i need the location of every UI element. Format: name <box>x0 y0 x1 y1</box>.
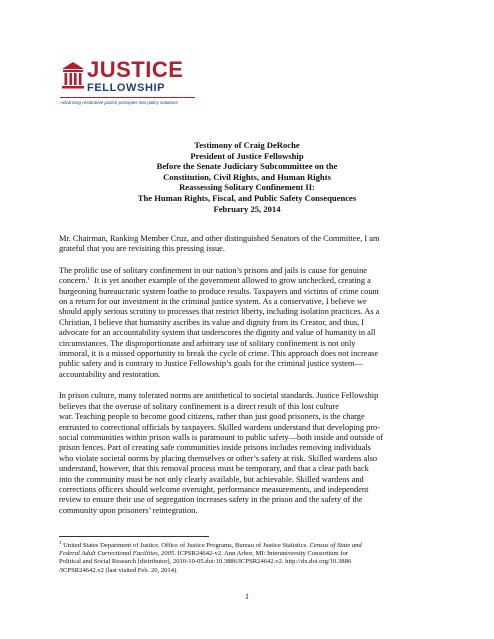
text-fragment: . ICPSR24642-v2. Ann Arbor, MI: Interuniversity Consortium for <box>174 550 348 558</box>
text-line: on a return for our investment in the criminal justice system. As a conservative, I believe we <box>59 297 367 307</box>
text-line: prison fences. Part of creating safe communities inside prisons includes removing individuals <box>59 443 371 453</box>
text-line <box>59 550 444 558</box>
text-line: Mr. Chairman, Ranking Member Cruz, and other distinguished Senators of the Committee, I am <box>59 234 380 243</box>
text-line: community upon prisoners’ reintegration. <box>59 505 198 515</box>
citation-title: Census of State and <box>309 542 362 549</box>
text-fragment: concern. <box>59 276 88 286</box>
heading-line: The Human Rights, Fiscal, and Public Safety Consequences <box>137 192 357 203</box>
heading-line: Testimony of Craig DeRoche <box>194 140 300 150</box>
text-line: war. Teaching people to become good citizens, rather than just good prisoners, is the charge <box>59 412 365 422</box>
heading-line: Reassessing Solitary Confinement II: <box>179 182 315 193</box>
text-line: public safety and is contrary to Justice Fellowship’s goals for the criminal justice system— <box>59 359 363 369</box>
text-line <box>59 542 444 550</box>
paragraph-greeting <box>59 234 444 255</box>
text-line: circumstances. The disproportionate and arbitrary use of solitary confinement is not only <box>59 338 356 348</box>
text-line: Christian, I believe that humanity ascribes its value and dignity from its Creator, and thus, I <box>59 317 365 327</box>
text-line: advocate for an accountability system that underscores the dignity and value of humanity in all <box>59 328 376 338</box>
text-line: The prolific use of solitary confinement in our nation’s prisons and jails is cause for genuine <box>59 265 367 275</box>
text-line: immoral, it is a missed opportunity to break the cycle of crime. This approach does not increase <box>59 349 379 359</box>
footnote-divider <box>59 536 209 537</box>
text-line: accountability and restoration. <box>59 369 161 379</box>
logo-justice-text: JUSTICE <box>87 57 184 82</box>
footnote-reference[interactable]: 1 <box>87 277 90 283</box>
page-number: 1 <box>245 592 249 601</box>
heading-line: Constitution, Civil Rights, and Human Rights <box>163 171 331 182</box>
text-line: social communities within prison walls is paramount to public safety—both inside and outside of <box>59 432 384 442</box>
text-line: corrections officers should welcome oversight, performance measurements, and independent <box>59 484 369 494</box>
text-line: In prison culture, many tolerated norms are antithetical to societal standards. Justice Fellowship <box>59 391 379 401</box>
columns-building-icon <box>60 60 86 90</box>
text-line: understand, however, that this removal process must be temporary, and that a clear path back <box>59 464 369 474</box>
logo-tagline: Advancing restorative justice principles into policy solutions <box>60 100 178 105</box>
text-line <box>59 276 444 286</box>
logo-fellowship-text: FELLOWSHIP <box>87 82 166 94</box>
footnote-marker: 1 <box>59 541 62 546</box>
text-line: entrusted to correctional officials by taxpayers. Skilled wardens understand that developing pro- <box>59 422 380 432</box>
text-line: burgeoning bureaucratic system loathe to produce results. Taxpayers and victims of crime count <box>59 286 380 296</box>
justice-fellowship-logo <box>60 57 200 112</box>
heading-line: Before the Senate Judiciary Subcommittee on the <box>156 161 338 172</box>
heading-line: February 25, 2014 <box>213 203 281 214</box>
footnote <box>59 542 444 575</box>
testimony-body <box>59 234 444 527</box>
text-fragment: United States Department of Justice, Office of Justice Programs, Bureau of Justice Statistics. <box>61 542 310 549</box>
citation-link[interactable]: Political and Social Research [distributor], 2010-10-05.doi:10.3886/ICPSR24642.v2. http://dx.doi.org/10.3886 <box>59 558 352 566</box>
logo-divider <box>60 97 195 98</box>
text-line: review to ensure their use of segregation increases safety in the prison and the safety of the <box>59 495 363 505</box>
citation-title: Federal Adult Correctional Facilities, 2005 <box>59 550 175 558</box>
paragraph-solitary-concern <box>59 266 444 380</box>
text-line: believes that the overuse of solitary confinement is a direct result of this lost culture <box>59 401 339 411</box>
text-line: into the community must be not only clearly available, but achievable. Skilled wardens and <box>59 474 364 484</box>
text-line: /ICPSR24642.v2 (last visited Feb. 20, 2014). <box>59 566 178 574</box>
heading-line: President of Justice Fellowship <box>190 150 304 161</box>
paragraph-prison-culture <box>59 391 444 516</box>
text-line: who violate societal norms by placing themselves or other’s safety at risk. Skilled wardens also <box>59 453 377 463</box>
text-fragment: It is yet another example of the government allowed to grow unchecked, creating a <box>90 276 371 286</box>
text-line: grateful that you are revisiting this pressing issue. <box>59 244 225 254</box>
text-line: should apply serious scrutiny to processes that restrict liberty, including isolation practices. As a <box>59 307 380 317</box>
testimony-heading <box>80 140 414 214</box>
